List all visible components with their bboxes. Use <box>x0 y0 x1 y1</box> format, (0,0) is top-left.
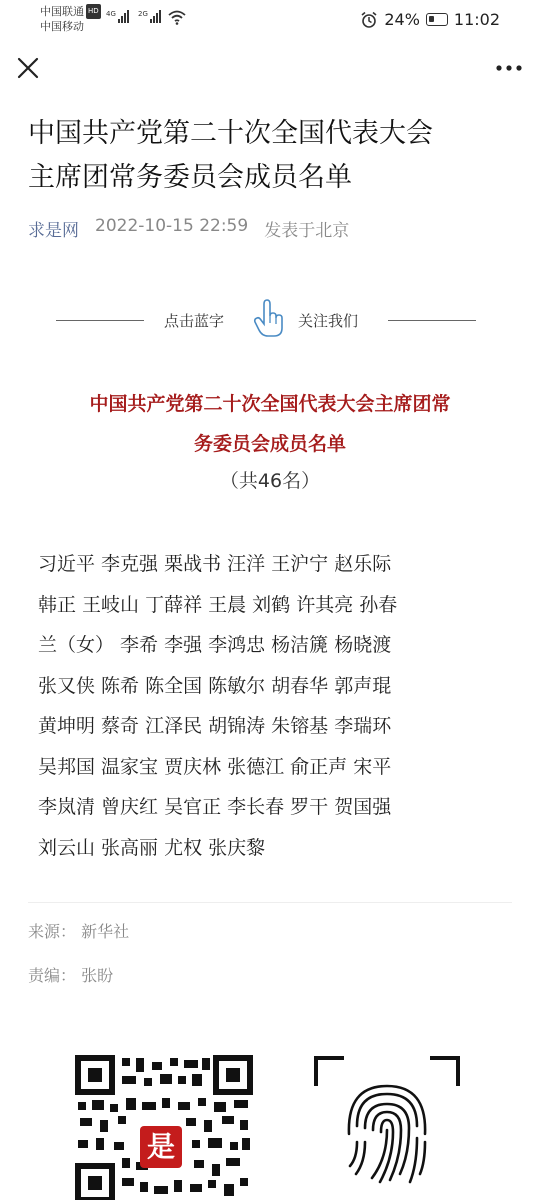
follow-banner[interactable] <box>56 298 476 338</box>
title-line-2: 主席团常务委员会成员名单 <box>28 162 352 193</box>
section-divider <box>28 902 512 903</box>
carrier-info <box>40 4 101 34</box>
signal-2-tag: 2G <box>138 10 148 18</box>
top-nav <box>0 44 540 96</box>
list-heading-line-2: 务委员会成员名单 <box>193 433 346 455</box>
signal-1-icon <box>106 10 129 23</box>
qiushi-logo: 是 <box>140 1126 182 1168</box>
alarm-icon <box>360 11 378 29</box>
article-title <box>28 112 512 200</box>
close-icon[interactable] <box>14 54 42 82</box>
name-line: 黄坤明 蔡奇 江泽民 胡锦涛 朱镕基 李瑞环 <box>38 715 392 737</box>
clock: 11:02 <box>453 10 500 29</box>
publish-location: 发表于北京 <box>264 221 350 241</box>
hand-pointer-icon <box>252 298 284 338</box>
name-line: 刘云山 张高丽 尤权 张庆黎 <box>38 836 266 859</box>
title-line-1: 中国共产党第二十次全国代表大会 <box>28 118 433 149</box>
fingerprint-icon[interactable] <box>312 1054 462 1200</box>
hd-badge: HD <box>86 4 101 19</box>
battery-percent: 24% <box>384 10 420 29</box>
name-line: 兰（女） 李希 李强 李鸿忠 杨洁篪 杨晓渡 <box>38 634 392 656</box>
status-right <box>360 10 500 29</box>
more-dots-icon[interactable] <box>494 58 524 78</box>
carrier-2: 中国移动 <box>40 20 84 33</box>
source-link[interactable]: 求是网 <box>28 221 79 241</box>
status-bar <box>0 0 540 40</box>
name-line: 韩正 王岐山 丁薛祥 王晨 刘鹤 许其亮 孙春 <box>38 593 398 616</box>
follow-left-text: 点击蓝字 <box>164 312 225 330</box>
name-line: 李岚清 曾庆红 吴官正 李长春 罗干 贺国强 <box>38 796 392 818</box>
article-footer <box>28 910 129 998</box>
source-line: 来源： 新华社 <box>28 922 130 941</box>
member-count: （共46名） <box>219 470 321 492</box>
signal-2-icon <box>138 10 161 23</box>
follow-right-text: 关注我们 <box>298 312 359 330</box>
list-heading <box>40 384 500 464</box>
carrier-1: 中国联通 <box>40 5 84 18</box>
article-meta <box>28 216 349 241</box>
divider-left <box>56 320 144 321</box>
member-name-list <box>38 544 508 868</box>
divider-right <box>388 320 476 321</box>
list-heading-line-1: 中国共产党第二十次全国代表大会主席团常 <box>89 393 451 415</box>
signal-1-tag: 4G <box>106 10 116 18</box>
publish-datetime: 2022-10-15 22:59 <box>95 216 249 236</box>
name-line: 习近平 李克强 栗战书 汪洋 王沪宁 赵乐际 <box>38 553 392 575</box>
name-line: 张又侠 陈希 陈全国 陈敏尔 胡春华 郭声琨 <box>38 674 392 697</box>
name-line: 吴邦国 温家宝 贾庆林 张德江 俞正声 宋平 <box>38 755 392 778</box>
wifi-icon <box>168 9 186 25</box>
editor-line: 责编： 张盼 <box>28 966 114 985</box>
battery-icon <box>426 13 448 26</box>
